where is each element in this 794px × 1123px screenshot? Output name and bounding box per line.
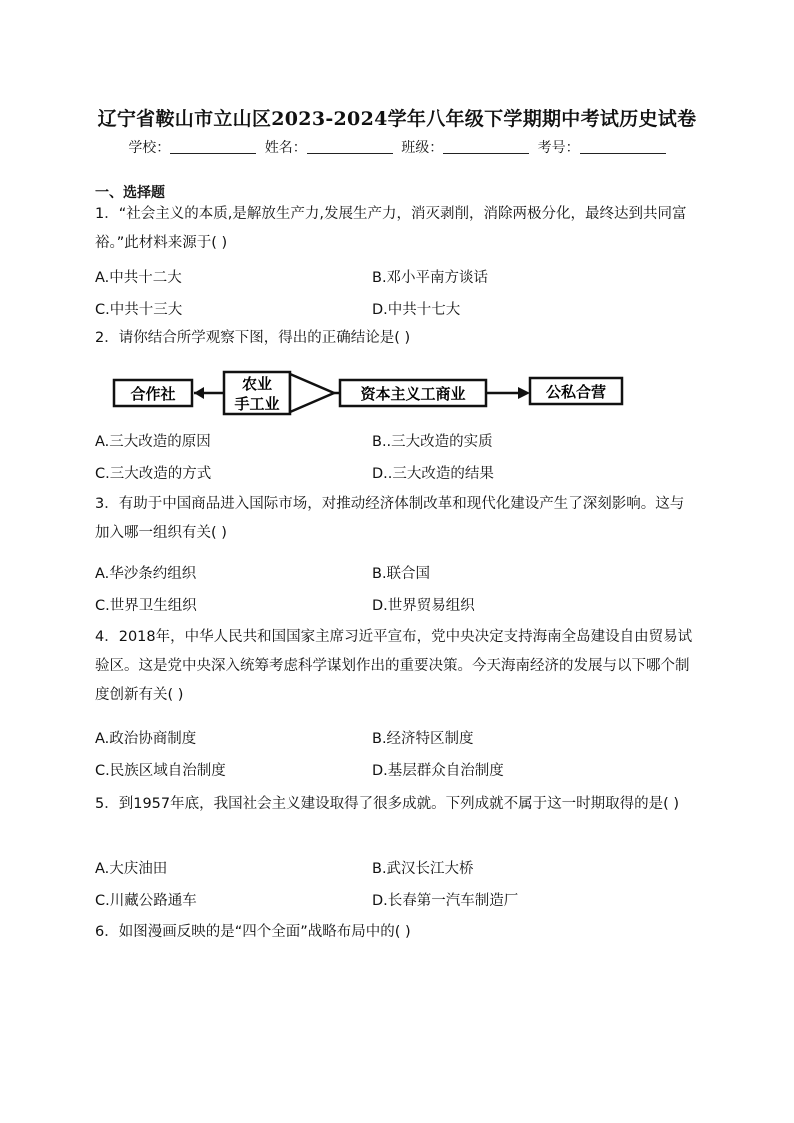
option-a[interactable]: A.大庆油田 — [95, 861, 168, 877]
arrow-to-cooperative-head — [194, 387, 204, 399]
option-b[interactable]: B..三大改造的实质 — [372, 434, 493, 450]
exam-number-blank[interactable] — [580, 141, 666, 154]
question-2-stem: 2．请你结合所学观察下图，得出的正确结论是( ) — [95, 330, 411, 346]
option-b[interactable]: B.联合国 — [372, 566, 431, 582]
question-6-stem: 6．如图漫画反映的是“四个全面”战略布局中的( ) — [95, 924, 411, 940]
class-blank[interactable] — [443, 141, 529, 154]
student-info-line — [0, 137, 794, 157]
school-blank[interactable] — [170, 141, 256, 154]
box-handicraft-label: 手工业 — [234, 395, 280, 413]
box-agriculture-label: 农业 — [241, 375, 273, 393]
option-d[interactable]: D.世界贸易组织 — [372, 598, 475, 614]
school-field: 学校： — [128, 140, 256, 156]
option-c[interactable]: C.中共十三大 — [95, 302, 183, 318]
box-capitalist-industry-label: 资本主义工商业 — [360, 385, 466, 403]
option-b[interactable]: B.武汉长江大桥 — [372, 861, 474, 877]
section-heading: 一、选择题 — [95, 185, 165, 201]
diagram-svg — [112, 370, 632, 420]
option-d[interactable]: D.中共十七大 — [372, 302, 461, 318]
exam-number-field: 考号： — [538, 140, 666, 156]
option-c[interactable]: C.三大改造的方式 — [95, 466, 212, 482]
arrow-pointer-shape — [290, 374, 334, 412]
name-blank[interactable] — [307, 141, 393, 154]
class-field: 班级： — [401, 140, 529, 156]
socialist-transformation-diagram — [112, 370, 632, 420]
exam-title: 辽宁省鞍山市立山区2023-2024学年八年级下学期期中考试历史试卷 — [97, 108, 697, 130]
box-cooperative-label: 合作社 — [130, 385, 176, 403]
question-4-stem: 4．2018年，中华人民共和国国家主席习近平宣布，党中央决定支持海南全岛建设自由贸易试验区。这是党中央深入统筹考虑科学谋划作出的重要决策。今天海南经济的发展与以下哪个制度创新有关( ) — [95, 629, 693, 703]
option-a[interactable]: A.政治协商制度 — [95, 731, 197, 747]
question-3-stem: 3．有助于中国商品进入国际市场，对推动经济体制改革和现代化建设产生了深刻影响。这与加入哪一组织有关( ) — [95, 496, 685, 541]
option-c[interactable]: C.民族区域自治制度 — [95, 763, 226, 779]
question-5-stem: 5．到1957年底，我国社会主义建设取得了很多成就。下列成就不属于这一时期取得的是( ) — [95, 796, 680, 812]
option-d[interactable]: D..三大改造的结果 — [372, 466, 494, 482]
option-c[interactable]: C.川藏公路通车 — [95, 893, 197, 909]
box-joint-venture-label: 公私合营 — [545, 383, 607, 401]
name-field: 姓名： — [265, 140, 393, 156]
option-a[interactable]: A.华沙条约组织 — [95, 566, 197, 582]
option-b[interactable]: B.经济特区制度 — [372, 731, 474, 747]
option-b[interactable]: B.邓小平南方谈话 — [372, 270, 489, 286]
option-d[interactable]: D.长春第一汽车制造厂 — [372, 893, 519, 909]
arrow-to-joint-venture-head — [518, 387, 530, 399]
option-c[interactable]: C.世界卫生组织 — [95, 598, 197, 614]
option-a[interactable]: A.三大改造的原因 — [95, 434, 211, 450]
option-a[interactable]: A.中共十二大 — [95, 270, 182, 286]
question-1-stem: 1．“社会主义的本质,是解放生产力,发展生产力，消灭剥削，消除两极分化，最终达到共同富裕。”此材料来源于( ) — [95, 206, 687, 251]
option-d[interactable]: D.基层群众自治制度 — [372, 763, 504, 779]
